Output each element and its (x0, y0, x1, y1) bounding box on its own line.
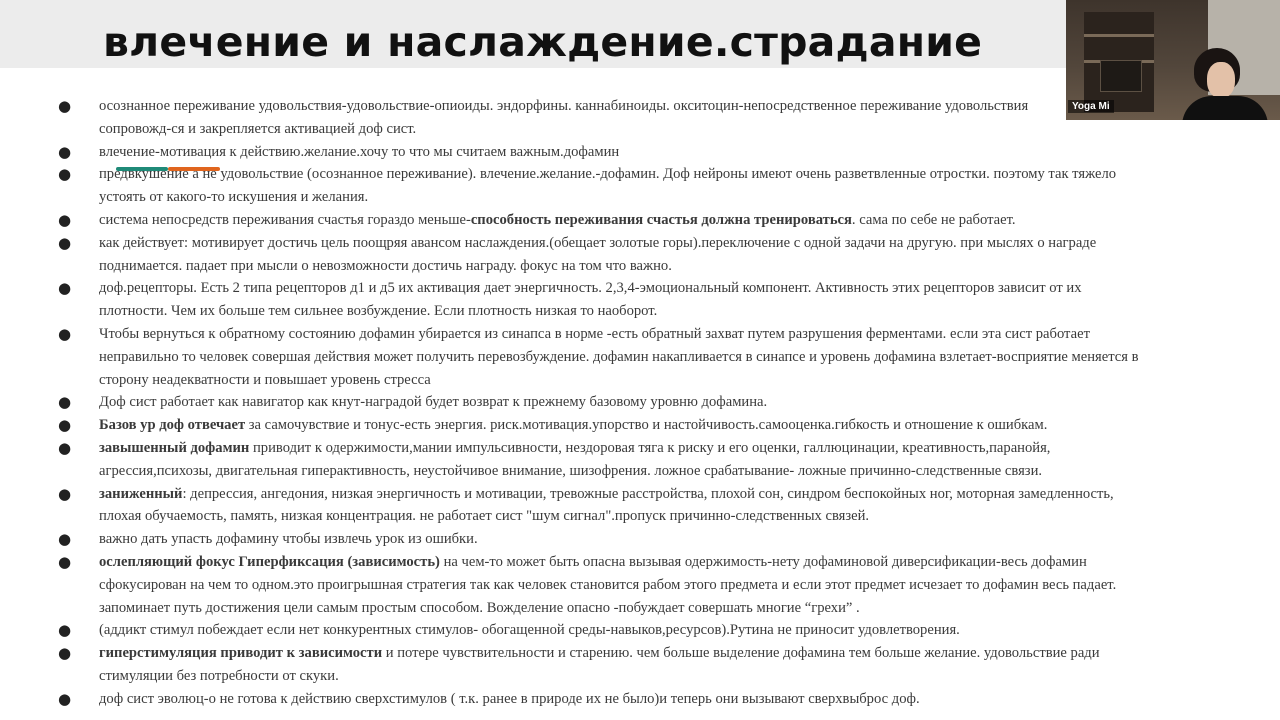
bullet-line (99, 391, 1240, 414)
participant-name-label: Yoga Mi (1068, 100, 1114, 113)
bullet-dot-icon: ● (58, 142, 72, 161)
text-run: плотности. Чем их больше тем сильнее возбуждение. Если плотность низкая то наоборот. (99, 303, 658, 320)
bold-text: заниженный (99, 485, 183, 502)
bullet-item (0, 323, 1280, 391)
bullet-line (99, 277, 1240, 300)
bullet-dot-icon: ● (58, 279, 72, 298)
text-run: Чтобы вернуться к обратному состоянию дофамин убирается из синапса в норме -есть обратный захват путем разрушения ферментами. если эта сист работает (99, 325, 1090, 342)
bullet-line (99, 186, 1240, 209)
bullet-dot-icon: ● (58, 552, 72, 571)
text-run: предвкушение а не удовольствие (осознанное переживание). влечение.желание.-дофамин. Доф нейроны имеют очень разветвленные отростки. поэтому так тяжело (99, 166, 1117, 183)
bullet-line (99, 346, 1240, 369)
bullet-text (99, 323, 1240, 391)
bullet-list (0, 95, 1280, 711)
text-run: доф.рецепторы. Есть 2 типа рецепторов д1 и д5 их активация дает энергичность. 2,3,4-эмоциональный компонент. Активность этих рецепторов зависит от их (99, 280, 1082, 297)
bullet-line (99, 505, 1240, 528)
bullet-text (99, 688, 1240, 711)
text-run: влечение-мотивация к действию.желание.хочу то что мы считаем важным.дофамин (99, 143, 620, 160)
text-run: (аддикт стимул побеждает если нет конкурентных стимулов- обогащенной среды-навыков,ресурсов).Рутина не приносит удовлетворения. (99, 622, 960, 639)
slide-title: влечение и наслаждение.страдание (103, 18, 983, 66)
bullet-text (99, 277, 1240, 323)
bullet-dot-icon: ● (58, 484, 72, 503)
bullet-dot-icon: ● (58, 644, 72, 663)
text-run: как действует: мотивирует достичь цель поощряя авансом наслаждения.(обещает золотые горы).переключение с одной задачи на другую. при мыслях о награде (99, 234, 1097, 251)
bullet-item (0, 688, 1280, 711)
bullet-dot-icon: ● (58, 165, 72, 184)
bullet-line (99, 300, 1240, 323)
text-run: на чем-то может быть опасна вызывая одержимость-нету дофаминовой диверсификации-весь дофамин (439, 553, 1087, 570)
bullet-line (99, 369, 1240, 392)
bullet-dot-icon: ● (58, 233, 72, 252)
text-run: стимуляции без потребности от скуки. (99, 667, 339, 684)
bullet-text (99, 437, 1240, 483)
bullet-item (0, 232, 1280, 278)
bullet-line (99, 551, 1240, 574)
bullet-item (0, 528, 1280, 551)
bold-text: гиперстимуляция приводит к зависимости (99, 645, 383, 662)
bullet-dot-icon: ● (58, 689, 72, 708)
text-run: агрессия,психозы, двигательная гиперактивность, неустойчивое внимание, шизофрения. ложное срабатывание- ложные причинно-следственные связи. (99, 462, 1043, 479)
bullet-line (99, 163, 1240, 186)
drawer (1100, 60, 1142, 92)
bullet-item (0, 414, 1280, 437)
text-run: доф сист эволюц-о не готова к действию сверхстимулов ( т.к. ранее в природе их не было)и теперь они вызывают сверхвыброс доф. (99, 690, 920, 707)
bullet-dot-icon: ● (58, 393, 72, 412)
bold-text: завышенный дофамин (99, 439, 250, 456)
bullet-item (0, 209, 1280, 232)
text-run: система непосредств переживания счастья гораздо меньше- (99, 211, 471, 228)
bullet-line (99, 528, 1240, 551)
bullet-text (99, 483, 1240, 529)
bullet-dot-icon: ● (58, 621, 72, 640)
text-run: поднимается. падает при мысли о невозможности достичь награду. фокус на том что важно. (99, 257, 672, 274)
bullet-line (99, 255, 1240, 278)
text-run: сторону неадекватности и повышает уровень стресса (99, 371, 431, 388)
bullet-text (99, 619, 1240, 642)
text-run: запоминает путь достижения цели самым простым способом. Вожделение опасно -побуждает совершать многие “грехи” . (99, 599, 860, 616)
bold-text: способность переживания счастья должна тренироваться (470, 211, 852, 228)
text-run: Доф сист работает как навигатор как кнут-наградой будет возврат к прежнему базовому уровню дофамина. (99, 394, 768, 411)
text-run: плохая обучаемость, память, низкая концентрация. не работает сист "шум сигнал".пропуск причинно-следственных связей. (99, 508, 870, 525)
bullet-item (0, 391, 1280, 414)
bullet-text (99, 391, 1240, 414)
bullet-line (99, 118, 1240, 141)
person-face (1207, 62, 1235, 98)
bullet-line (99, 642, 1240, 665)
bullet-text (99, 642, 1240, 688)
bullet-dot-icon: ● (58, 97, 72, 115)
bullet-text (99, 232, 1240, 278)
text-run: неправильно то человек совершая действия может получить перевозбуждение. дофамин накапливается в синапсе и уровень дофамина взлетает-восприятие меняется в (99, 348, 1139, 365)
bullet-item (0, 642, 1280, 688)
bullet-item (0, 619, 1280, 642)
bullet-item (0, 141, 1280, 164)
bullet-text (99, 414, 1240, 437)
bullet-dot-icon: ● (58, 210, 72, 229)
bullet-item (0, 437, 1280, 483)
text-run: важно дать упасть дофамину чтобы извлечь урок из ошибки. (99, 531, 478, 548)
bullet-line (99, 141, 1240, 164)
bullet-text (99, 528, 1240, 551)
bullet-text (99, 163, 1240, 209)
bullet-line (99, 619, 1240, 642)
bold-text: ослепляющий фокус Гиперфиксация (зависимость) (99, 553, 440, 570)
bullet-item (0, 483, 1280, 529)
video-thumbnail[interactable] (1066, 0, 1280, 120)
bullet-line (99, 688, 1240, 711)
bullet-text (99, 209, 1240, 232)
bullet-item (0, 277, 1280, 323)
text-run: и потере чувствительности и старению. чем больше выделение дофамина тем больше желание. удовольствие ради (382, 645, 1100, 662)
bullet-line (99, 232, 1240, 255)
bullet-dot-icon: ● (58, 530, 72, 549)
person-body (1182, 96, 1268, 120)
bullet-item (0, 163, 1280, 209)
bullet-line (99, 460, 1240, 483)
bullet-line (99, 665, 1240, 688)
bullet-dot-icon: ● (58, 324, 72, 343)
text-run: приводит к одержимости,мании импульсивности, нездоровая тяга к риску и его оценки, галлюцинации, креативность,паранойя, (249, 439, 1051, 456)
bullet-line (99, 323, 1240, 346)
bullet-dot-icon: ● (58, 438, 72, 457)
bold-text: Базов ур доф отвечает (99, 417, 246, 434)
text-run: сфокусирован на чем то одном.это проигрышная стратегия так как человек становится рабом этого предмета и если этот предмет исчезает то дофамин весь падает. (99, 576, 1117, 593)
bullet-line (99, 209, 1240, 232)
text-run: осознанное переживание удовольствия-удовольствие-опиоиды. эндорфины. каннабиноиды. окситоцин-непосредственное переживание удовольствия (99, 98, 1029, 114)
text-run: : депрессия, ангедония, низкая энергичность и мотивации, тревожные расстройства, плохой сон, синдром беспокойных ног, моторная замедленность, (182, 485, 1114, 502)
bullet-dot-icon: ● (58, 416, 72, 435)
text-run: устоять от какого-то искушения и желания. (99, 189, 369, 206)
bullet-text (99, 551, 1240, 619)
bullet-line (99, 597, 1240, 620)
bullet-line (99, 574, 1240, 597)
text-run: . сама по себе не работает. (851, 211, 1016, 228)
text-run: за самочувствие и тонус-есть энергия. риск.мотивация.упорство и настойчивость.самооценка.гибкость и отношение к ошибкам. (245, 417, 1048, 434)
bullet-text (99, 141, 1240, 164)
bullet-line (99, 414, 1240, 437)
bullet-item (0, 551, 1280, 619)
bullet-line (99, 437, 1240, 460)
text-run: сопровожд-ся и закрепляется активацией доф сист. (99, 120, 417, 137)
bullet-line (99, 483, 1240, 506)
